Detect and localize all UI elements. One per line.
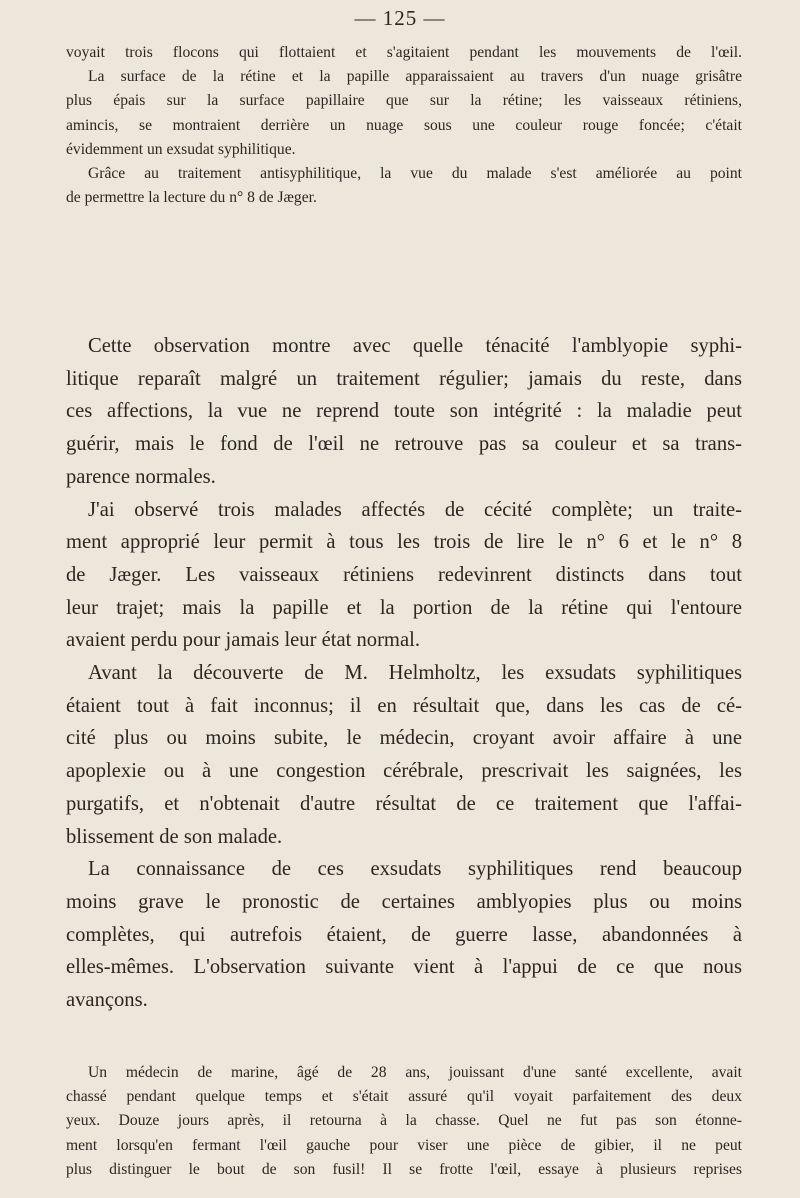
text-line: J'ai observé trois malades affectés de cécité complète; un traite- [88, 498, 742, 521]
text-line: voyait trois flocons qui flottaient et s'agitaient pendant les mouvements de l'œil. [66, 44, 742, 61]
text-line: Grâce au traitement antisyphilitique, la vue du malade s'est améliorée au point [88, 165, 742, 183]
text-line: cité plus ou moins subite, le médecin, croyant avoir affaire à une [66, 727, 742, 750]
text-line: de permettre la lecture du n° 8 de Jæger. [66, 189, 317, 207]
text-line: Un médecin de marine, âgé de 28 ans, jouissant d'une santé excellente, avait [88, 1064, 742, 1081]
text-line: parence normales. [66, 465, 216, 488]
text-line: amincis, se montraient derrière un nuage sous une couleur rouge foncée; c'était [66, 116, 742, 134]
page-number: — 125 — [354, 6, 446, 30]
main-body-text [66, 330, 742, 1017]
text-line: La surface de la rétine et la papille apparaissaient au travers d'un nuage grisâtre [88, 68, 742, 86]
text-line: ment approprié leur permit à tous les trois de lire le n° 6 et le n° 8 [66, 531, 742, 554]
text-line: yeux. Douze jours après, il retourna à la chasse. Quel ne fut pas son étonne- [66, 1112, 742, 1130]
text-line: Avant la découverte de M. Helmholtz, les exsudats syphilitiques [88, 662, 742, 685]
text-line: blissement de son malade. [66, 825, 283, 848]
text-line: de Jæger. Les vaisseaux rétiniens redevinrent distincts dans tout [66, 563, 742, 586]
text-line: guérir, mais le fond de l'œil ne retrouve pas sa couleur et sa trans- [66, 433, 742, 456]
text-line: moins grave le pronostic de certaines amblyopies plus ou moins [66, 890, 742, 913]
text-line: ces affections, la vue ne reprend toute son intégrité : la maladie peut [66, 400, 742, 423]
text-line: elles-mêmes. L'observation suivante vient à l'appui de ce que nous [66, 956, 742, 979]
text-line: plus épais sur la surface papillaire que sur la rétine; les vaisseaux rétiniens, [66, 92, 742, 110]
text-line: étaient tout à fait inconnus; il en résultait que, dans les cas de cé- [66, 694, 742, 717]
text-line: apoplexie ou à une congestion cérébrale, prescrivait les saignées, les [66, 760, 742, 783]
text-line: évidemment un exsudat syphilitique. [66, 140, 296, 158]
text-line: plus distinguer le bout de son fusil! Il se frotte l'œil, essaye à plusieurs reprises [66, 1160, 742, 1178]
text-line: chassé pendant quelque temps et s'était assuré qu'il voyait parfaitement des deux [66, 1088, 742, 1106]
text-line: La connaissance de ces exsudats syphilitiques rend beaucoup [88, 858, 742, 881]
text-line: Cette observation montre avec quelle ténacité l'amblyopie syphi- [88, 335, 742, 357]
text-line: litique reparaît malgré un traitement régulier; jamais du reste, dans [66, 367, 742, 390]
text-line: complètes, qui autrefois étaient, de guerre lasse, abandonnées à [66, 923, 742, 946]
text-line: avançons. [66, 989, 148, 1012]
case-report-bottom [66, 1061, 742, 1182]
text-line: leur trajet; mais la papille et la portion de la rétine qui l'entoure [66, 596, 742, 619]
case-notes-top [66, 41, 742, 210]
text-line: avaient perdu pour jamais leur état normal. [66, 629, 420, 652]
text-line: purgatifs, et n'obtenait d'autre résultat de ce traitement que l'affai- [66, 792, 742, 815]
text-line: ment lorsqu'en fermant l'œil gauche pour viser une pièce de gibier, il ne peut [66, 1136, 742, 1154]
